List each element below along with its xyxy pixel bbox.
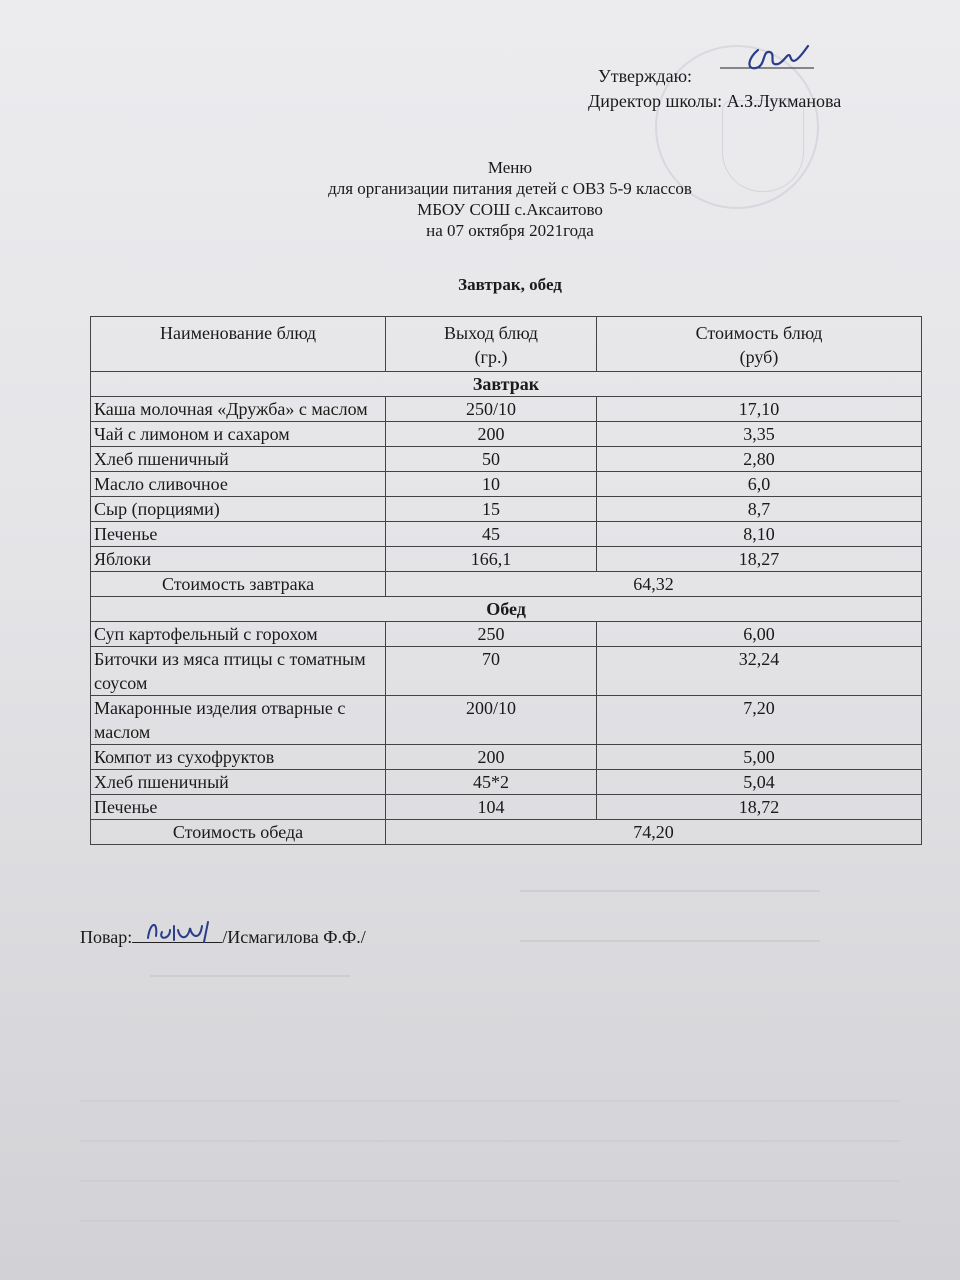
table-row — [91, 447, 922, 472]
dish-yield: 200 — [386, 745, 597, 770]
breakfast-total-row — [91, 572, 922, 597]
title-line-1: Меню — [487, 158, 533, 177]
table-row — [91, 497, 922, 522]
dish-cost: 5,00 — [597, 745, 922, 770]
dish-name: Яблоки — [91, 547, 386, 572]
dish-cost: 6,00 — [597, 622, 922, 647]
lunch-total-row — [91, 820, 922, 845]
table-row — [91, 472, 922, 497]
dish-cost: 8,7 — [597, 497, 922, 522]
table-row — [91, 745, 922, 770]
dish-name: Чай с лимоном и сахаром — [91, 422, 386, 447]
dish-yield: 10 — [386, 472, 597, 497]
header-yield-line1: Выход блюд — [444, 323, 538, 343]
dish-yield: 50 — [386, 447, 597, 472]
dish-cost: 17,10 — [597, 397, 922, 422]
dish-yield: 45*2 — [386, 770, 597, 795]
breakfast-total-value: 64,32 — [386, 572, 922, 597]
dish-cost: 3,35 — [597, 422, 922, 447]
section-breakfast — [91, 372, 922, 397]
approve-label: Утверждаю: — [598, 66, 693, 86]
dish-cost: 8,10 — [597, 522, 922, 547]
header-name-text: Наименование блюд — [159, 323, 317, 343]
table-row — [91, 422, 922, 447]
dish-yield: 166,1 — [386, 547, 597, 572]
dish-yield: 104 — [386, 795, 597, 820]
dish-name: Биточки из мяса птицы с томатным соусом — [91, 647, 386, 696]
dish-name: Сыр (порциями) — [91, 497, 386, 522]
dish-cost: 18,27 — [597, 547, 922, 572]
dish-yield: 250 — [386, 622, 597, 647]
table-row — [91, 795, 922, 820]
lunch-total-value: 74,20 — [386, 820, 922, 845]
dish-yield: 45 — [386, 522, 597, 547]
cook-name: /Исмагилова Ф.Ф./ — [222, 927, 366, 947]
header-name — [91, 317, 386, 372]
dish-yield: 200/10 — [386, 696, 597, 745]
dish-name: Макаронные изделия отварные с маслом — [91, 696, 386, 745]
title-line-2: для организации питания детей с ОВЗ 5-9 классов — [328, 179, 692, 198]
cook-label: Повар: — [80, 927, 133, 947]
lunch-total-label: Стоимость обеда — [91, 820, 386, 845]
menu-table — [90, 316, 922, 845]
section-lunch — [91, 597, 922, 622]
dish-name: Печенье — [91, 522, 386, 547]
dish-cost: 7,20 — [597, 696, 922, 745]
dish-yield: 15 — [386, 497, 597, 522]
table-row — [91, 547, 922, 572]
director-label: Директор школы: А.З.Лукманова — [588, 91, 842, 111]
title-line-3: МБОУ СОШ с.Аксаитово — [417, 200, 603, 219]
table-row — [91, 522, 922, 547]
table-row — [91, 770, 922, 795]
dish-name: Печенье — [91, 795, 386, 820]
menu-title — [180, 157, 840, 241]
dish-cost: 5,04 — [597, 770, 922, 795]
header-cost-line2: (руб) — [739, 347, 779, 367]
dish-yield: 250/10 — [386, 397, 597, 422]
meal-subtitle: Завтрак, обед — [458, 275, 562, 294]
dish-name: Хлеб пшеничный — [91, 770, 386, 795]
dish-yield: 200 — [386, 422, 597, 447]
table-row — [91, 696, 922, 745]
title-line-4: на 07 октября 2021года — [426, 221, 594, 240]
dish-name: Масло сливочное — [91, 472, 386, 497]
dish-cost: 6,0 — [597, 472, 922, 497]
dish-cost: 32,24 — [597, 647, 922, 696]
dish-name: Хлеб пшеничный — [91, 447, 386, 472]
header-cost — [597, 317, 922, 372]
header-cost-line1: Стоимость блюд — [695, 323, 823, 343]
dish-name: Компот из сухофруктов — [91, 745, 386, 770]
table-row — [91, 397, 922, 422]
section-title: Завтрак — [91, 372, 922, 397]
dish-cost: 2,80 — [597, 447, 922, 472]
breakfast-total-label: Стоимость завтрака — [91, 572, 386, 597]
table-row — [91, 622, 922, 647]
dish-name: Каша молочная «Дружба» с маслом — [91, 397, 386, 422]
cook-signature — [140, 912, 240, 948]
dish-name: Суп картофельный с горохом — [91, 622, 386, 647]
table-header — [91, 317, 922, 372]
table-row — [91, 647, 922, 696]
dish-yield: 70 — [386, 647, 597, 696]
dish-cost: 18,72 — [597, 795, 922, 820]
director-signature — [718, 38, 818, 88]
header-yield — [386, 317, 597, 372]
section-title: Обед — [91, 597, 922, 622]
header-yield-line2: (гр.) — [474, 347, 508, 367]
